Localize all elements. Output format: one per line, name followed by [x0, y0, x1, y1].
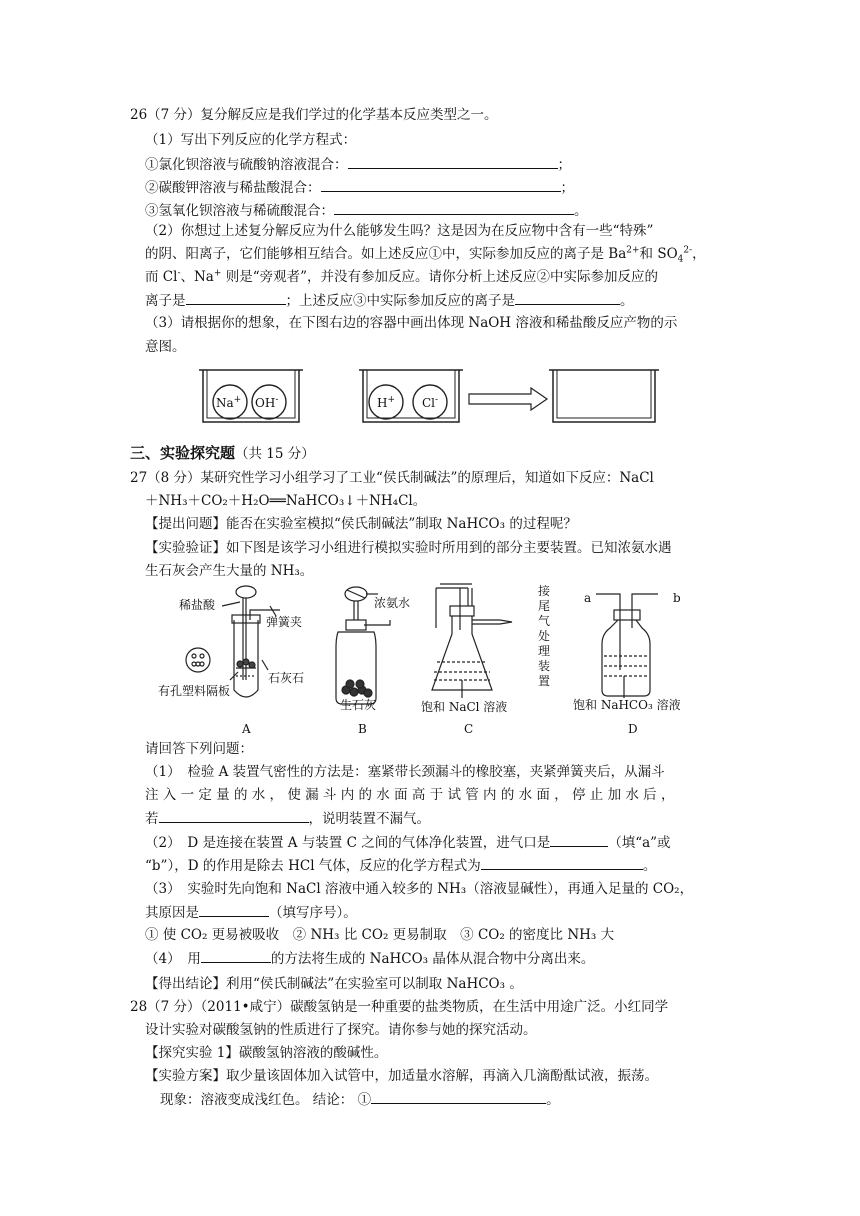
caption-b: B — [358, 722, 367, 736]
text: 的方法将生成的 NaHCO₃ 晶体从混合物中分离出来。 — [270, 951, 595, 967]
q26-reaction-1 — [145, 155, 571, 174]
punct: ； — [560, 180, 574, 196]
text: 。 — [642, 858, 657, 874]
q27-line1: 27（8 分）某研究性学习小组学习了工业“侯氏制碱法”的原理后，知道如下反应：NaCl — [130, 470, 654, 486]
label-quicklime: 生石灰 — [340, 698, 377, 712]
ion-charge: - — [177, 268, 181, 279]
label-dilute-hcl: 稀盐酸 — [179, 598, 216, 612]
q27-sub1-line2: 注 入 一 定 量 的 水 ， 使 漏 斗 内 的 水 面 高 于 试 管 内 的 水 面 ， 停 止 加 水 后 ， — [145, 787, 675, 803]
label-nacl-solution: 饱和 NaCl 溶液 — [421, 700, 508, 714]
q26-part2-line2 — [145, 245, 706, 263]
answer-blank[interactable] — [371, 1090, 546, 1104]
text: 取少量该固体加入试管中，加适量水溶解，再滴入几滴酚酞试液，振荡。 — [226, 1068, 658, 1084]
answer-blank[interactable] — [321, 178, 561, 192]
label-limestone: 石灰石 — [268, 671, 305, 685]
label-ammonia: 浓氨水 — [374, 596, 411, 610]
text: 其原因是 — [145, 905, 199, 921]
label: 【得出结论】 — [145, 976, 226, 992]
ion-charge: 2- — [683, 245, 693, 256]
text: 而 Cl — [145, 269, 178, 285]
q26-part2-line1: （2）你想过上述复分解反应为什么能够发生吗？这是因为在反应物中含有一些“特殊” — [145, 223, 654, 239]
punct: 。 — [574, 203, 588, 219]
q27-sub1-line3 — [145, 809, 430, 828]
answer-blank[interactable] — [550, 833, 608, 847]
text: （填写序号）。 — [269, 905, 357, 921]
reaction-3-text: ③氢氧化钡溶液与稀硫酸混合： — [145, 203, 334, 219]
text: 则是“旁观者”，并没有参加反应。请你分析上述反应②中实际参加反应的 — [221, 269, 659, 285]
text: 碳酸氢钠溶液的酸碱性。 — [238, 1045, 388, 1061]
text: 。 — [546, 1092, 560, 1108]
subscript: 4 — [677, 254, 684, 265]
q26-part2-line3 — [145, 268, 658, 286]
punct: ； — [557, 157, 571, 173]
q28-line1: 28（7 分）（2011•咸宁）碳酸氢钠是一种重要的盐类物质，在生活中用途广泛。小红同学 — [130, 999, 669, 1015]
answer-blank[interactable] — [186, 291, 286, 305]
caption-d: D — [628, 722, 638, 736]
q27-conclusion — [145, 975, 523, 993]
text: 、Na — [180, 269, 214, 285]
text: （2） D 是连接在装置 A 与装置 C 之间的气体净化装置，进气口是 — [145, 835, 551, 851]
text: 能否在实验室模拟“侯氏制碱法”制取 NaHCO₃ 的过程呢？ — [226, 516, 577, 532]
label-tail-gas: 接尾气处理装置 — [538, 584, 551, 688]
answer-blank[interactable] — [199, 903, 269, 917]
q28-exp1 — [145, 1044, 387, 1062]
label-inlet-b: b — [673, 591, 681, 605]
label-plastic-plate: 有孔塑料隔板 — [158, 684, 231, 698]
q27-verify — [145, 539, 672, 557]
section-title: 三、实验探究题 — [130, 444, 236, 462]
container-naoh — [199, 370, 303, 422]
text: “b”），D 的作用是除去 HCl 气体，反应的化学方程式为 — [145, 858, 481, 874]
text: 现象：溶液变成浅红色。 结论： ① — [160, 1092, 372, 1108]
reaction-2-text: ②碳酸钾溶液与稀盐酸混合： — [145, 180, 321, 196]
apparatus-figure — [150, 580, 710, 740]
text: ，说明装置不漏气。 — [308, 811, 430, 827]
text: （填“a”或 — [608, 835, 671, 851]
label: 【提出问题】 — [145, 516, 226, 532]
text: （4） 用 — [145, 951, 201, 967]
text: ；上述反应③中实际参加反应的离子是 — [285, 293, 515, 309]
q26-part1: （1）写出下列反应的化学方程式： — [145, 132, 357, 148]
ion-charge: 2+ — [626, 245, 640, 256]
q26-part3-line1: （3）请根据你的想象，在下图右边的容器中画出体现 NaOH 溶液和稀盐酸反应产物的示 — [145, 315, 678, 331]
ion-charge: + — [213, 268, 222, 279]
arrow-icon — [469, 388, 547, 410]
answer-blank[interactable] — [481, 856, 643, 870]
label: 【实验方案】 — [145, 1068, 226, 1084]
text: 若 — [145, 811, 159, 827]
text: ， — [692, 246, 706, 262]
q27-verify-2: 生石灰会产生大量的 NH₃。 — [145, 563, 314, 579]
q26-reaction-2 — [145, 178, 574, 197]
apparatus-d — [596, 594, 658, 698]
container-hcl — [359, 370, 463, 422]
caption-c: C — [464, 722, 474, 736]
q28-line2: 设计实验对碳酸氢钠的性质进行了探究。请你参与她的探究活动。 — [145, 1022, 537, 1038]
text: 离子是 — [145, 293, 186, 309]
q28-observation — [160, 1090, 560, 1109]
ion-na: Na+ — [216, 395, 242, 410]
q27-question — [145, 515, 577, 533]
answer-blank[interactable] — [334, 201, 574, 215]
section-score: （共 15 分） — [235, 446, 315, 462]
q27-sub4 — [145, 949, 594, 968]
q26-title: 26（7 分）复分解反应是我们学过的化学基本反应类型之一。 — [130, 107, 498, 123]
answer-blank[interactable] — [515, 291, 620, 305]
q27-sub2-line1 — [145, 833, 671, 852]
section-3-heading — [130, 444, 315, 463]
ion-cl: Cl- — [422, 395, 439, 410]
ion-h: H+ — [377, 395, 396, 410]
answer-blank[interactable] — [159, 809, 309, 823]
text: 如下图是该学习小组进行模拟实验时所用到的部分主要装置。已知浓氨水遇 — [226, 540, 672, 556]
q26-part2-line4 — [145, 291, 634, 310]
answer-blank[interactable] — [201, 949, 271, 963]
punct: 。 — [620, 293, 634, 309]
label: 【实验验证】 — [145, 540, 226, 556]
container-product-empty[interactable] — [549, 370, 659, 422]
label: 【探究实验 1】 — [145, 1045, 239, 1061]
ion-oh: OH- — [255, 395, 279, 410]
q26-reaction-3 — [145, 201, 588, 220]
caption-a: A — [242, 722, 251, 736]
q27-ask: 请回答下列问题： — [145, 741, 253, 757]
q27-sub1-line1: （1） 检验 A 装置气密性的方法是：塞紧带长颈漏斗的橡胶塞，夹紧弹簧夹后，从漏斗 — [145, 764, 665, 780]
answer-blank[interactable] — [348, 155, 558, 169]
text: 利用“侯氏制碱法”在实验室可以制取 NaHCO₃ 。 — [226, 976, 523, 992]
text: 的阴、阳离子，它们能够相互结合。如上述反应①中，实际参加反应的离子是 Ba — [145, 246, 627, 262]
q27-sub3-line2 — [145, 903, 357, 922]
q28-plan — [145, 1067, 658, 1085]
reaction-1-text: ①氯化钡溶液与硫酸钠溶液混合： — [145, 157, 348, 173]
q27-line2: ＋NH₃＋CO₂＋H₂O══NaHCO₃↓＋NH₄Cl。 — [145, 493, 427, 509]
label-inlet-a: a — [584, 591, 592, 605]
q26-part3-line2: 意图。 — [145, 339, 186, 355]
apparatus-c — [432, 584, 512, 698]
label-spring-clip: 弹簧夹 — [266, 615, 303, 629]
q27-sub2-line2 — [145, 856, 656, 875]
text: 和 SO — [639, 246, 678, 262]
label-nahco3-solution: 饱和 NaHCO₃ 溶液 — [573, 698, 681, 712]
q27-options: ① 使 CO₂ 更易被吸收 ② NH₃ 比 CO₂ 更易制取 ③ CO₂ 的密度比 NH₃ 大 — [145, 927, 615, 943]
q27-sub3-line1: （3） 实验时先向饱和 NaCl 溶液中通入较多的 NH₃（溶液显碱性），再通入足量的 CO₂， — [145, 881, 694, 897]
